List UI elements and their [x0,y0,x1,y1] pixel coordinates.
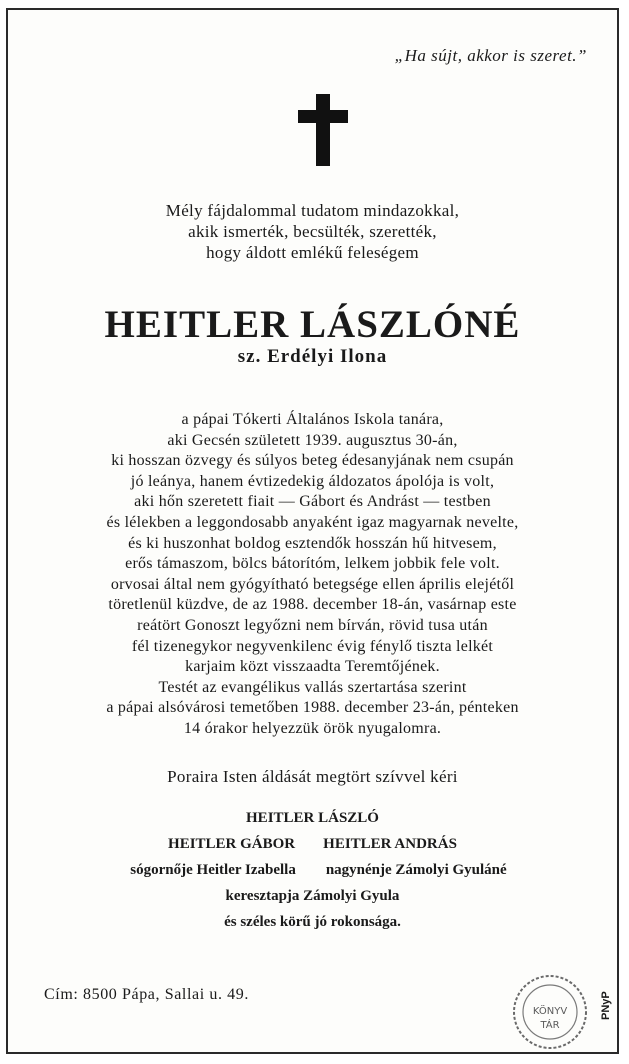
signer-relatives-pair [8,857,617,883]
body-line: reátört Gonoszt legyőzni nem bírván, rövid tusa után [137,616,488,634]
signers-block [8,805,617,935]
signer-relatives: és széles körű jó rokonsága. [224,914,401,930]
intro-text [8,200,617,263]
signer-godfather: keresztapja Zámolyi Gyula [225,888,400,904]
body-line: töretlenül küzdve, de az 1988. december 18-án, vasárnap este [108,596,517,614]
stamp-text: KÖNYV [532,1006,568,1017]
printer-mark: PNyP [600,991,612,1020]
body-line: jó leánya, hanem évtizedekig áldozatos ápolója is volt, [130,472,495,490]
body-line: ki hosszan özvegy és súlyos beteg édesanyjának nem csupán [111,452,514,470]
obituary-body [8,410,617,740]
signer-son: HEITLER ANDRÁS [323,836,457,852]
body-line: fél tizenegykor negyvenkilenc évig fénylő tiszta lelkét [131,637,494,655]
body-line: erős támaszom, bölcs bátorítóm, lelkem jobbik fele volt. [125,555,500,573]
cross-icon [298,94,348,166]
closing-line: Poraira Isten áldását megtört szívvel kéri [167,767,458,786]
intro-line: hogy áldott emlékű feleségem [206,243,419,262]
body-line: aki Gecsén született 1939. augusztus 30-án, [167,431,458,449]
stamp-text: TÁR [540,1020,560,1031]
signer-son: HEITLER GÁBOR [168,836,296,852]
maiden-name: sz. Erdélyi Ilona [237,346,388,367]
signer-sons [8,831,617,857]
deceased-name: HEITLER LÁSZLÓNÉ [104,303,521,346]
intro-line: Mély fájdalommal tudatom mindazokkal, [165,201,460,220]
signer-husband: HEITLER LÁSZLÓ [246,810,379,826]
body-line: a pápai alsóvárosi temetőben 1988. december 23-án, pénteken [106,699,519,717]
body-line: és ki huszonhat boldog esztendők hosszán hű hitvesem, [128,534,497,552]
signer-aunt: nagynénje Zámolyi Gyuláné [325,862,507,878]
intro-line: akik ismerték, becsülték, szerették, [188,222,437,241]
body-line: és lélekben a leggondosabb anyaként igaz magyarnak nevelte, [106,513,519,531]
body-line: aki hőn szeretett fiait — Gábort és Andrást — testben [134,493,491,511]
body-line: karjaim közt visszaadta Teremtőjének. [185,658,440,676]
library-stamp-icon [510,972,590,1052]
body-line: Testét az evangélikus vallás szertartása szerint [158,678,467,696]
signer-sister-in-law: sógornője Heitler Izabella [130,862,296,878]
obituary-card [6,8,619,1054]
body-line: 14 órakor helyezzük örök nyugalomra. [183,719,442,737]
motto: „Ha sújt, akkor is szeret.” [394,46,587,65]
body-line: a pápai Tókerti Általános Iskola tanára, [181,411,444,428]
address: Cím: 8500 Pápa, Sallai u. 49. [44,986,249,1003]
body-line: orvosai által nem gyógyítható betegsége ellen április elejétől [110,575,515,593]
